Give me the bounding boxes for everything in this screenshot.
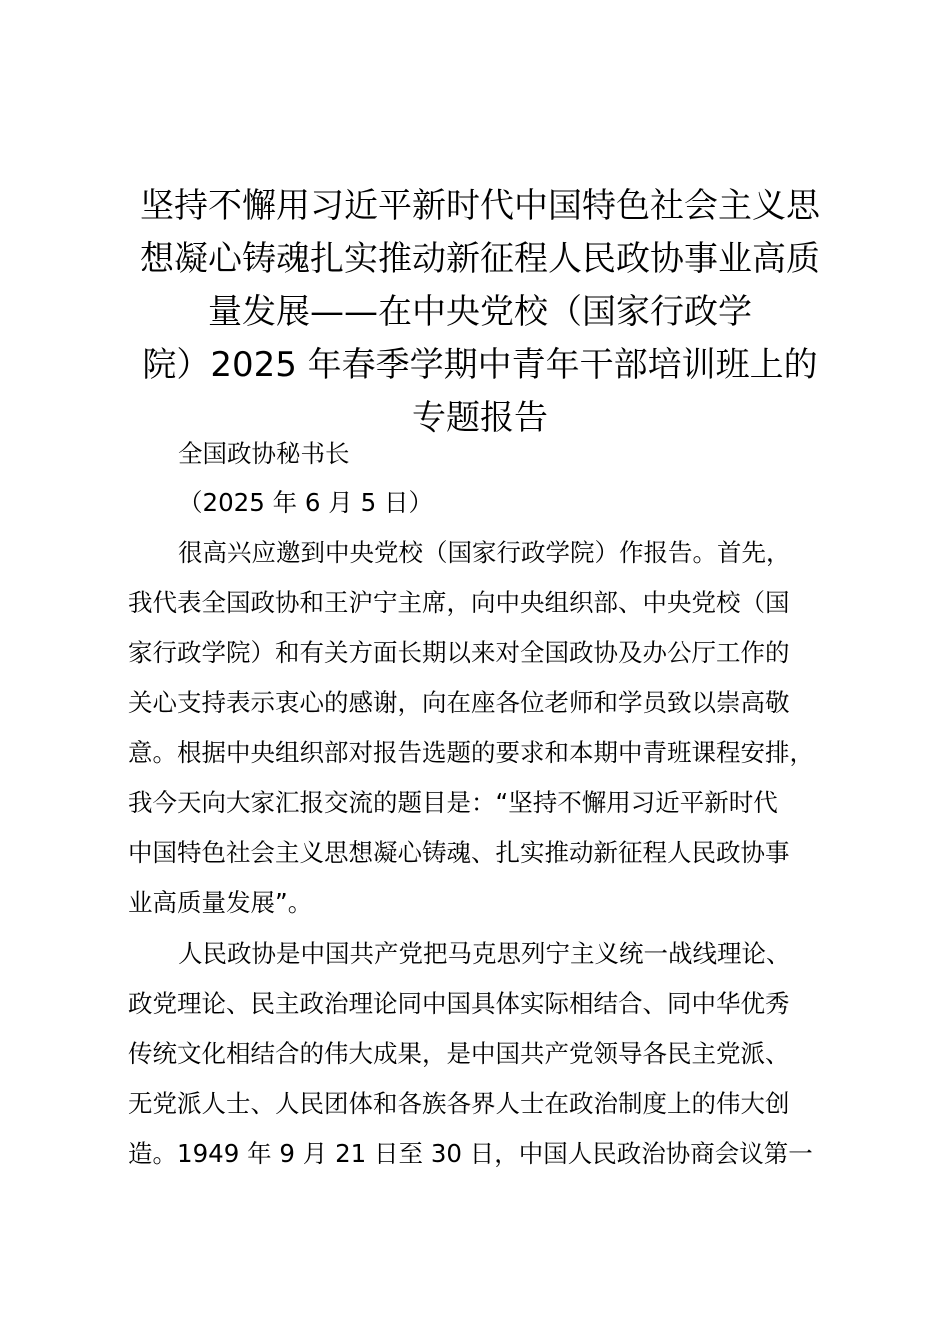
paragraph-line: 关心支持表示衷心的感谢，向在座各位老师和学员致以崇高敬 [128, 688, 790, 717]
author-line: 全国政协秘书长 [178, 439, 350, 468]
paragraph-line: 家行政学院）和有关方面长期以来对全国政协及办公厅工作的 [128, 638, 790, 667]
title-line: 专题报告 [412, 398, 548, 438]
paragraph-line: 中国特色社会主义思想凝心铸魂、扎实推动新征程人民政协事 [128, 838, 790, 867]
title-line: 量发展——在中央党校（国家行政学 [208, 292, 752, 332]
paragraph-line: 传统文化相结合的伟大成果，是中国共产党领导各民主党派、 [128, 1039, 790, 1068]
title-line: 想凝心铸魂扎实推动新征程人民政协事业高质 [140, 239, 820, 279]
paragraph-line: 很高兴应邀到中央党校（国家行政学院）作报告。首先， [178, 538, 791, 567]
paragraph-line: 造。1949 年 9 月 21 日至 30 日，中国人民政治协商会议第一 [128, 1139, 813, 1168]
paragraph-line: 我今天向大家汇报交流的题目是：“坚持不懈用习近平新时代 [128, 788, 778, 817]
title-line: 坚持不懈用习近平新时代中国特色社会主义思 [140, 186, 820, 226]
paragraph-line: 政党理论、民主政治理论同中国具体实际相结合、同中华优秀 [128, 989, 790, 1018]
paragraph-line: 无党派人士、人民团体和各族各界人士在政治制度上的伟大创 [128, 1089, 790, 1118]
paragraph-line: 业高质量发展”。 [128, 888, 313, 917]
title-line: 院）2025 年春季学期中青年干部培训班上的 [142, 345, 818, 385]
paragraph-line: 人民政协是中国共产党把马克思列宁主义统一战线理论、 [178, 939, 791, 968]
paragraph-line: 意。根据中央组织部对报告选题的要求和本期中青班课程安排， [128, 738, 814, 767]
paragraph-line: 我代表全国政协和王沪宁主席，向中央组织部、中央党校（国 [128, 588, 790, 617]
document-title [120, 180, 840, 445]
date-line: （2025 年 6 月 5 日） [178, 488, 433, 517]
